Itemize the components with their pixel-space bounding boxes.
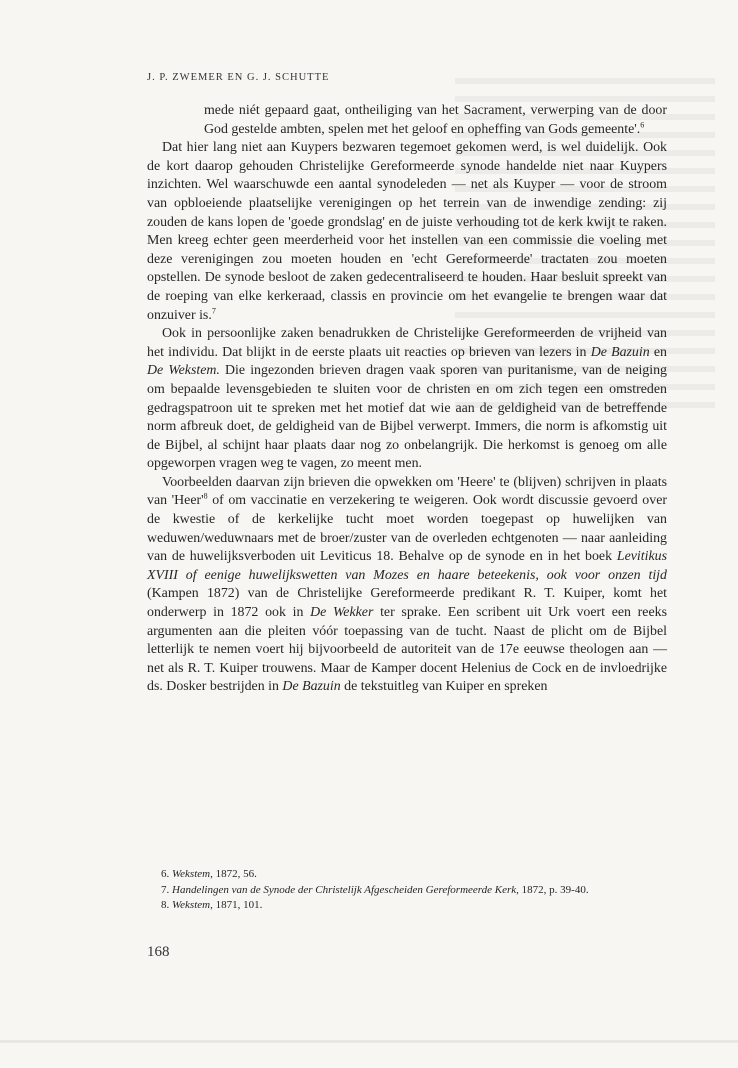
title-de-bazuin: De Bazuin <box>590 344 650 360</box>
quote-block: mede niét gepaard gaat, ontheiliging van het Sacrament, verwerping van de door God gestelde ambten, spelen met het geloof en opheffing van Gods gemeente'.$^6$ <box>204 103 668 137</box>
footnotes <box>147 867 667 914</box>
footnote-7: 7. Handelingen van de Synode der Christelijk Afgescheiden Gereformeerde Kerk, 1872, p. 39-40. <box>161 883 589 896</box>
paragraph-2: Ook in persoonlijke zaken benadrukken de Christelijke Gereformeerden de vrijheid van het individu. Dat blijkt in de eerste plaats uit reacties op brieven van lezers in De Bazuin en De Wekstem. Die ingezonden brieven dragen vaak sporen van puritanisme, van de neiging om bepaalde levensgebieden te sluiten voor de christen en om zich tegen een omstreden gedragspatroon uit te spreken met het motief dat wie aan de geldigheid van de betreffende norm afbreuk doet, de geldigheid van de Bijbel verwerpt. Immers, die norm is afkomstig uit de Bijbel, al schijnt haar plaats daar nog zo onbelangrijk. Die herkomst is genoeg om alle opgeworpen vragen weg te vagen, zo meent men. <box>147 326 668 472</box>
footnote-8: 8. Wekstem, 1871, 101. <box>161 899 263 911</box>
footnote-ref-7[interactable]: 7 <box>211 305 216 315</box>
title-levitikus: Levitikus XVIII of eenige huwelijkswetten van Mozes en haare beteekenis, ook voor onzen tijd <box>147 549 667 583</box>
paragraph-3: Voorbeelden daarvan zijn brieven die opwekken om 'Heere' te (blijven) schrijven in plaats van '$Heer'^8$ of om vaccinatie en verzekering te weigeren. Ook wordt discussie gevoerd over de kwestie of de kerkelijke tucht moet worden toegepast op huwelijken van weduwen/weduwnaars met de broer/zuster van de overleden echtgenoten — naar aanleiding van de huwelijksverboden uit Leviticus 18. Behalve op de synode en in het boek Levitikus XVIII of eenige huwelijkswetten van Mozes en haare beteekenis, ook voor onzen tijd (Kampen 1872) van de Christelijke Gereformeerde predikant R. T. Kuiper, komt het onderwerp in 1872 ook in De Wekker ter sprake. Een scribent uit Urk voert een reeks argumenten aan die pleiten vóór toepassing van de tucht. Naast de plicht om de Bijbel letterlijk te nemen voert hij bijvoorbeeld de autoriteit van de 17e eeuwse theologen aan — net als R. T. Kuiper trouwens. Maar de Kamper docent Helenius de Cock en de invloedrijke ds. Dosker bestrijden in De Bazuin de tekstuitleg van Kuiper en spreken <box>147 474 667 695</box>
footnote-ref-6[interactable]: 6 <box>640 119 645 129</box>
running-head: J. P. ZWEMER EN G. J. SCHUTTE <box>147 72 330 83</box>
page-edge <box>0 1040 738 1043</box>
body-text <box>147 102 667 697</box>
title-de-bazuin-2: De Bazuin <box>282 679 341 695</box>
footnote-6: 6. Wekstem, 1872, 56. <box>161 868 257 880</box>
footnote-ref-8[interactable]: 8 <box>203 491 208 501</box>
page-number: 168 <box>147 944 170 960</box>
title-de-wekstem: De Wekstem. <box>147 363 220 379</box>
paragraph-1: Dat hier lang niet aan Kuypers bezwaren tegemoet gekomen werd, is wel duidelijk. Ook de kort daarop gehouden Christelijke Gereformeerde synode handelde niet naar Kuypers inzichten. Wel waarschuwde een aantal synodeleden — net als Kuyper — voor de stroom van opbloeiende plaatselijke verenigingen op het terrein van de inwendige zending: zij zouden de kans lopen de 'goede grondslag' en de juiste verhouding tot de kerk kwijt te raken. Men kreeg echter geen meerderheid voor het instellen van een commissie die voeling met deze verenigingen zou moeten houden en 'echt Gereformeerde' tractaten zou moeten opstellen. De synode besloot de zaken gedecentraliseerd te houden. Haar besluit spreekt van de roeping van elke kerkeraad, classis en provincie om het evangelie te brengen waar dat onzuiver is.$^7$ <box>147 140 667 323</box>
title-de-wekker: De Wekker <box>310 605 374 621</box>
